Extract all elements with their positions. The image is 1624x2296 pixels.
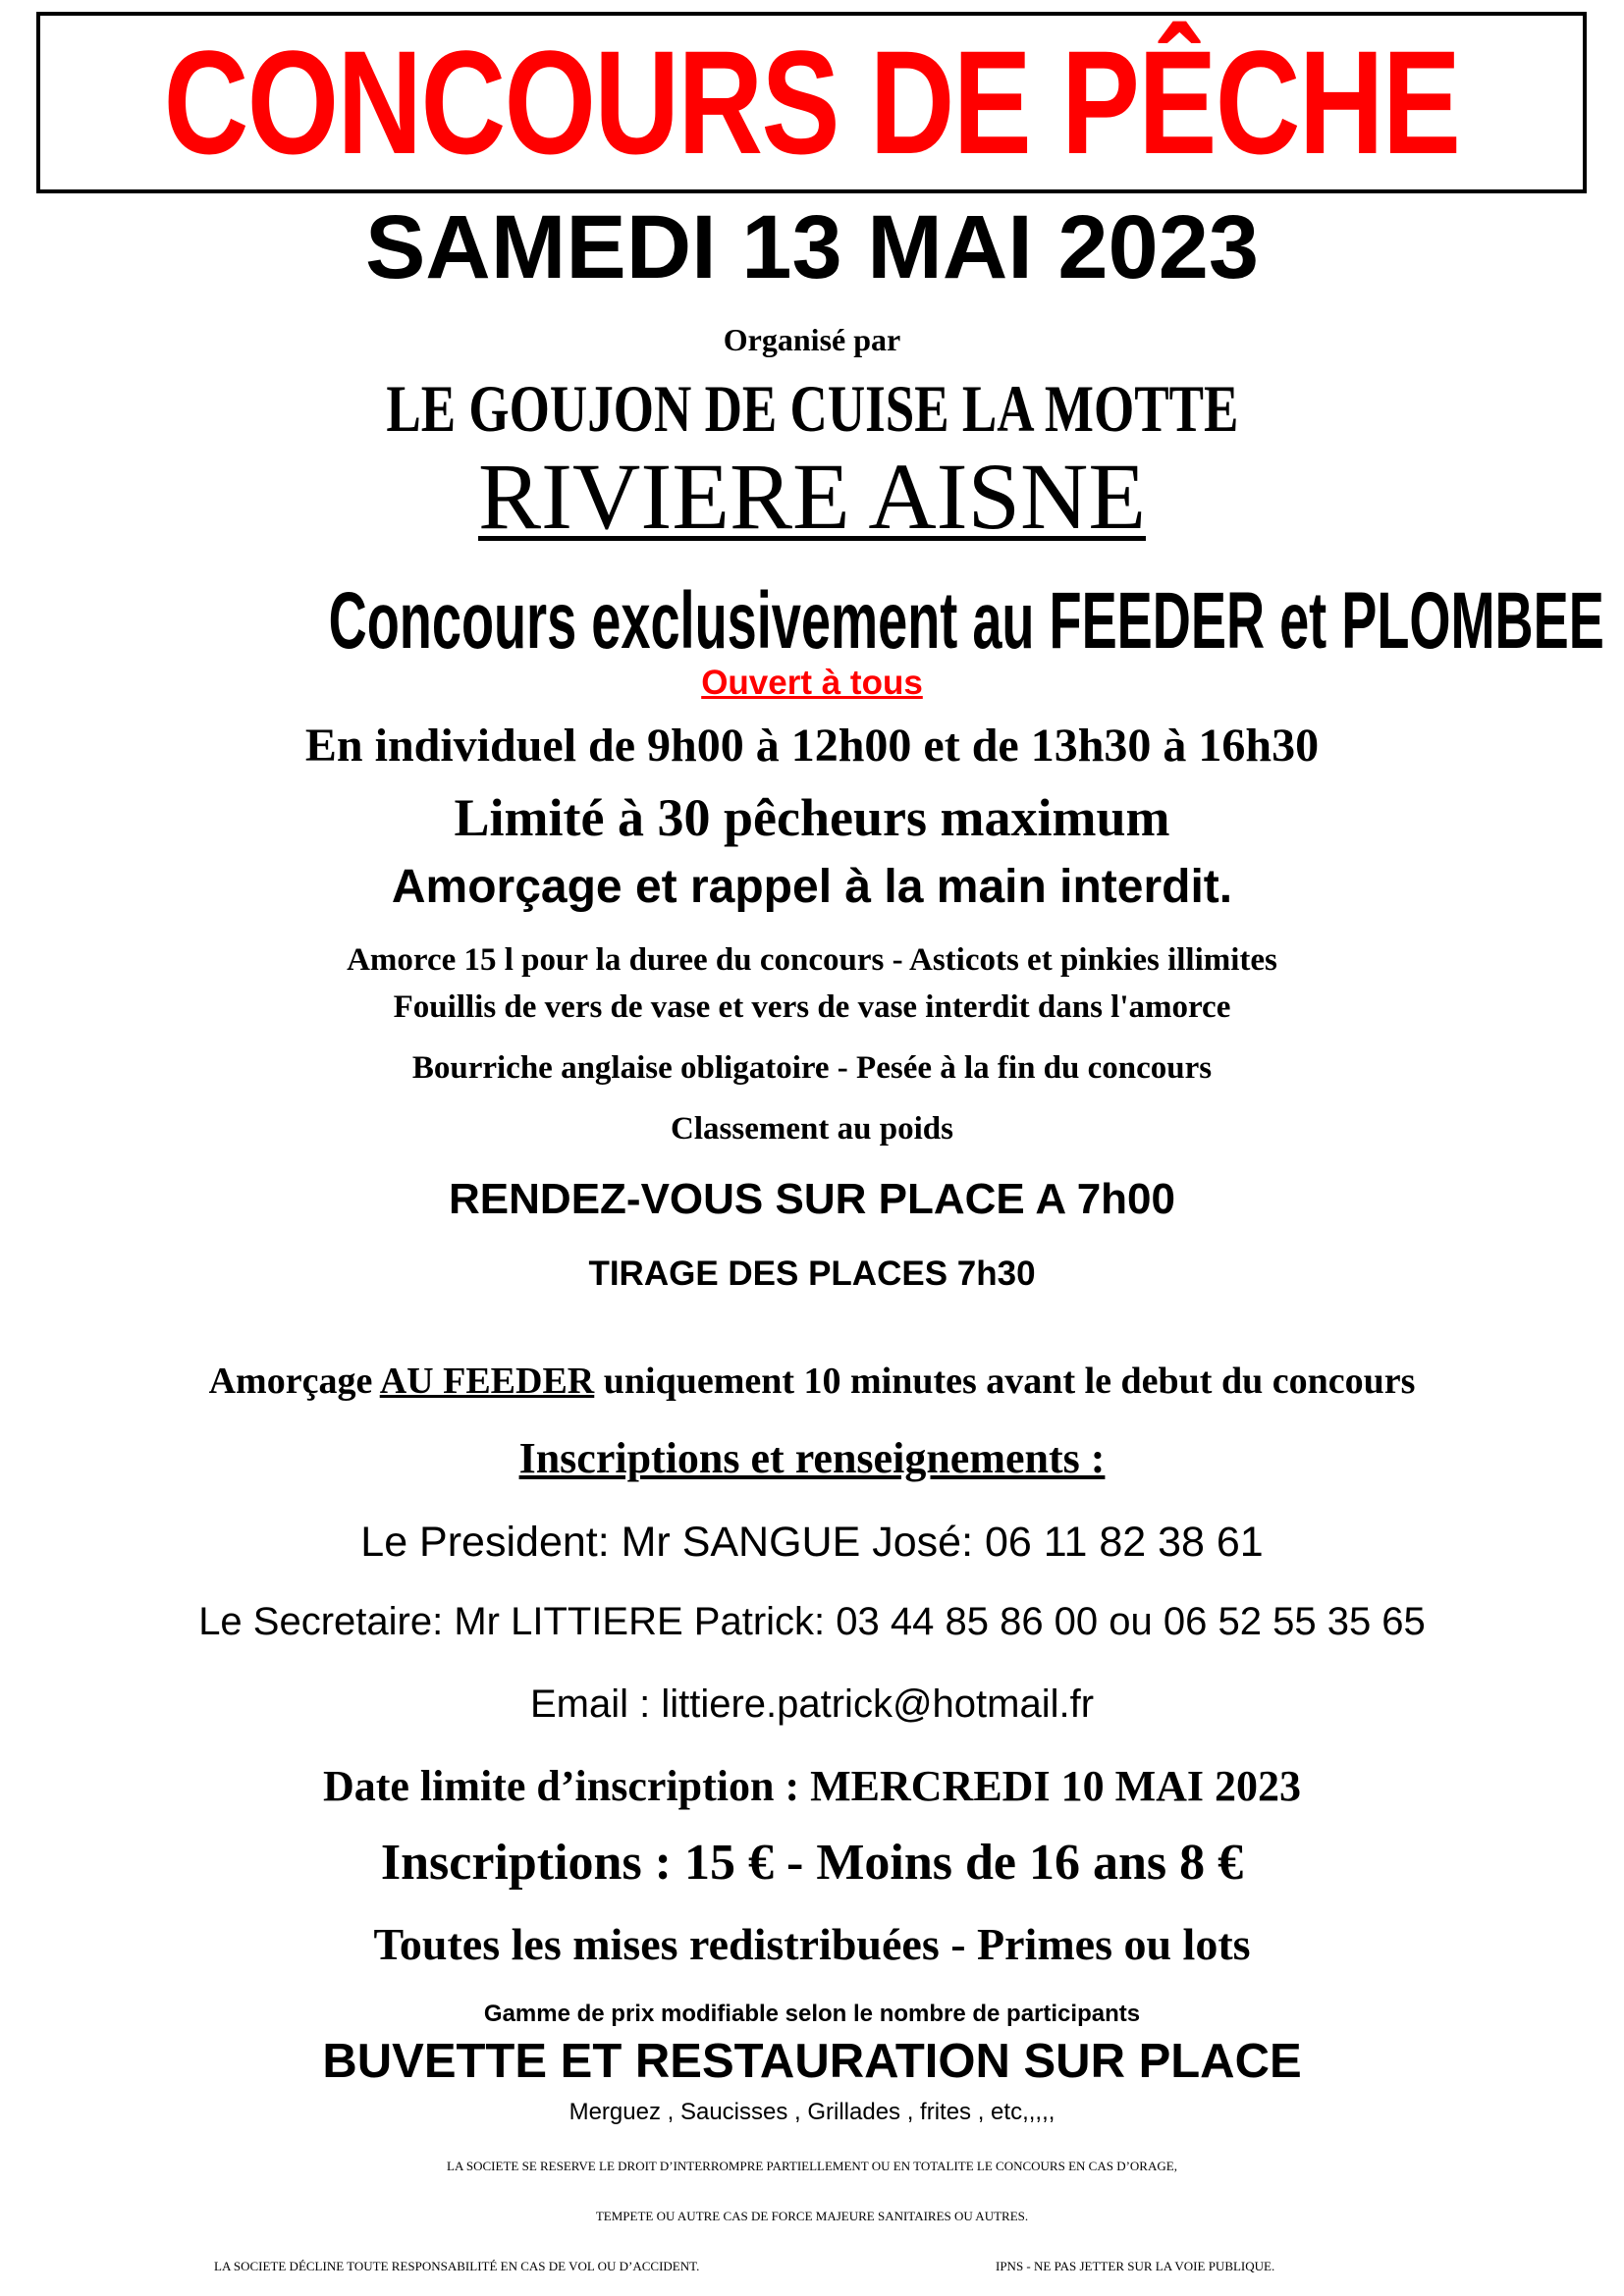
title-box (36, 12, 1587, 193)
open-to-all-text: Ouvert à tous (701, 664, 923, 702)
club-name (0, 371, 1624, 446)
river-name (0, 444, 1624, 549)
disclaimer-line: LA SOCIETE SE RESERVE LE DROIT D’INTERROMPRE PARTIELLEMENT OU EN TOTALITE LE CONCOURS EN CAS D’ORAGE, (447, 2159, 1177, 2173)
poster-title: CONCOURS DE PÊCHE (163, 20, 1460, 185)
rendezvous: RENDEZ-VOUS SUR PLACE A 7h00 (449, 1175, 1175, 1223)
rule-line: Fouillis de vers de vase et vers de vase interdit dans l'amorce (393, 989, 1231, 1025)
exclusive-note-text: Concours exclusivement au FEEDER et PLOMBEE (328, 576, 1604, 666)
menu: Merguez , Saucisses , Grillades , frites , etc,,,,, (568, 2099, 1056, 2125)
feeder-note-after: uniquement 10 minutes avant le debut du concours (594, 1361, 1416, 1402)
ipns-note: IPNS - NE PAS JETTER SUR LA VOIE PUBLIQUE. (996, 2259, 1275, 2273)
president-contact: Le President: Mr SANGUE José: 06 11 82 38 61 (360, 1519, 1264, 1566)
contact-heading (0, 1434, 1624, 1482)
event-date: SAMEDI 13 MAI 2023 (364, 197, 1260, 297)
registration-fees: Inscriptions : 15 € - Moins de 16 ans 8 € (380, 1835, 1244, 1891)
exclusive-note (0, 576, 1624, 666)
feeder-note (0, 1362, 1624, 1400)
prizes: Toutes les mises redistribuées - Primes ou lots (373, 1919, 1251, 1969)
feeder-note-underlined: AU FEEDER (379, 1361, 595, 1402)
secretary-contact: Le Secretaire: Mr LITTIERE Patrick: 03 44 85 86 00 ou 06 52 55 35 65 (198, 1600, 1426, 1643)
rule-line: Amorce 15 l pour la duree du concours - Asticots et pinkies illimites (347, 942, 1277, 978)
disclaimer-line: LA SOCIETE DÉCLINE TOUTE RESPONSABILITÉ EN CAS DE VOL OU D’ACCIDENT. (214, 2259, 700, 2273)
schedule: En individuel de 9h00 à 12h00 et de 13h30 à 16h30 (304, 720, 1320, 772)
club-name-text: LE GOUJON DE CUISE LA MOTTE (386, 371, 1238, 446)
baiting-rule: Amorçage et rappel à la main interdit. (391, 861, 1233, 913)
email-contact: Email : littiere.patrick@hotmail.fr (529, 1682, 1095, 1726)
angler-limit: Limité à 30 pêcheurs maximum (454, 788, 1170, 847)
contact-heading-text: Inscriptions et renseignements : (518, 1434, 1106, 1482)
disclaimer-line: TEMPETE OU AUTRE CAS DE FORCE MAJEURE SANITAIRES OU AUTRES. (595, 2209, 1029, 2223)
registration-deadline: Date limite d’inscription : MERCREDI 10 MAI 2023 (322, 1762, 1302, 1810)
feeder-note-before: Amorçage (208, 1361, 380, 1402)
open-to-all (0, 666, 1624, 700)
buvette: BUVETTE ET RESTAURATION SUR PLACE (322, 2035, 1302, 2088)
rule-line: Classement au poids (671, 1111, 953, 1147)
river-name-text: RIVIERE AISNE (478, 444, 1146, 549)
price-note: Gamme de prix modifiable selon le nombre de participants (483, 2001, 1141, 2027)
organized-by: Organisé par (723, 322, 901, 357)
rule-line: Bourriche anglaise obligatoire - Pesée à la fin du concours (411, 1050, 1213, 1086)
draw-time: TIRAGE DES PLACES 7h30 (588, 1255, 1036, 1293)
